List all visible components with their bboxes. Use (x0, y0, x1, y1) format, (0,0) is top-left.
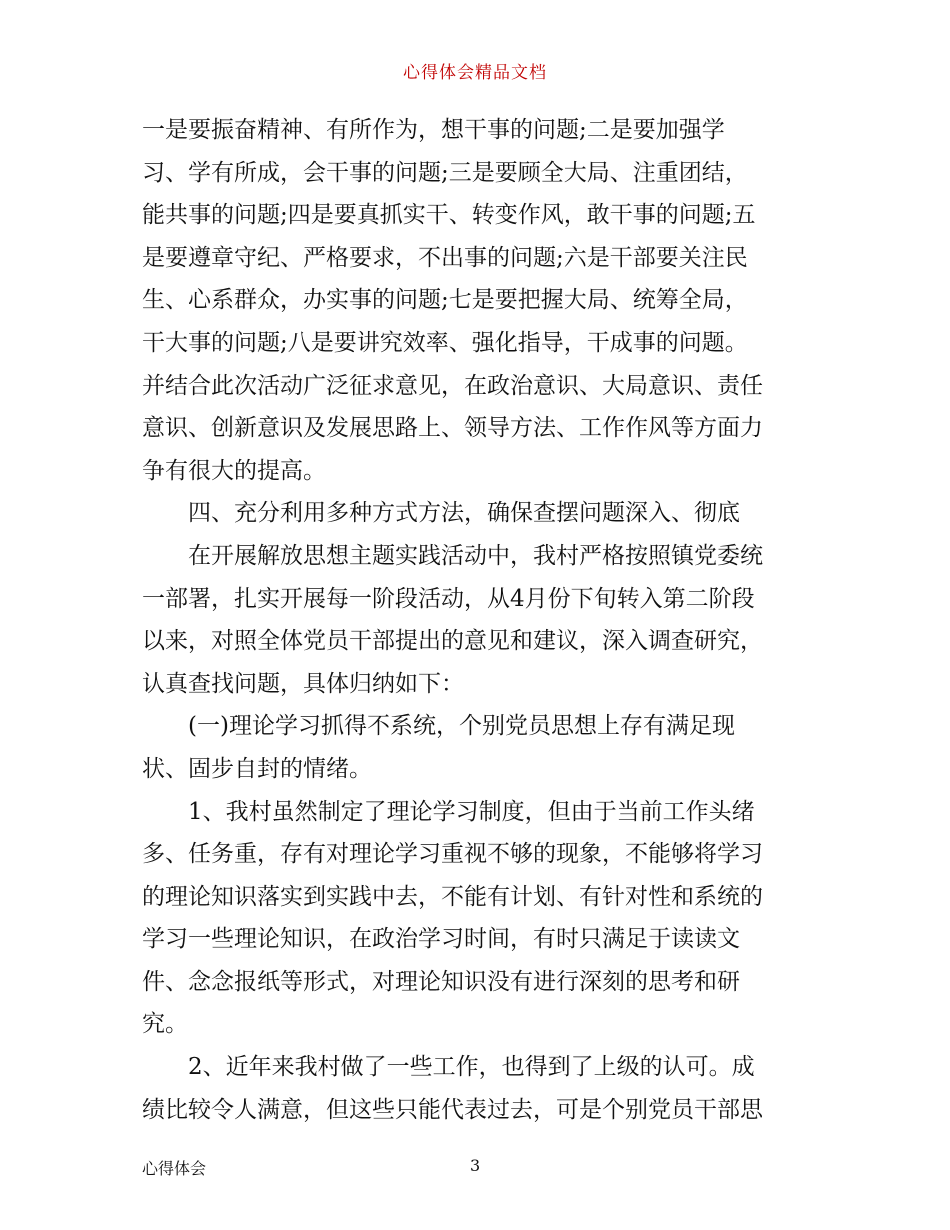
body-line: 件、念念报纸等形式，对理论知识没有进行深刻的思考和研 (142, 968, 740, 995)
body-line: 生、心系群众，办实事的问题;七是要把握大局、统筹全局， (142, 287, 748, 314)
body-line: 以来，对照全体党员干部提出的意见和建议，深入调查研究， (142, 628, 763, 655)
body-line: 1、我村虽然制定了理论学习制度，但由于当前工作头绪 (188, 798, 755, 825)
body-line: 一是要振奋精神、有所作为，想干事的问题;二是要加强学 (142, 117, 725, 143)
body-line: 一部署，扎实开展每一阶段活动，从4月份下旬转入第二阶段 (142, 585, 755, 612)
body-line: 多、任务重，存有对理论学习重视不够的现象，不能够将学习 (142, 841, 763, 868)
body-line: 绩比较令人满意，但这些只能代表过去，可是个别党员干部思 (142, 1096, 763, 1123)
body-line: 干大事的问题;八是要讲究效率、强化指导，干成事的问题。 (142, 329, 748, 356)
body-line: 意识、创新意识及发展思路上、领导方法、工作作风等方面力 (142, 415, 763, 442)
subsection-heading: (一)理论学习抓得不系统，个别党员思想上存有满足现 (188, 713, 735, 740)
page-number: 3 (470, 1156, 481, 1175)
body-line: 并结合此次活动广泛征求意见，在政治意识、大局意识、责任 (142, 372, 763, 399)
section-heading: 四、充分利用多种方式方法，确保查摆问题深入、彻底 (188, 500, 740, 527)
body-line: 习、学有所成，会干事的问题;三是要顾全大局、注重团结， (142, 159, 748, 186)
body-line: 在开展解放思想主题实践活动中，我村严格按照镇党委统 (188, 542, 763, 569)
body-line: 学习一些理论知识，在政治学习时间，有时只满足于读读文 (142, 926, 740, 953)
document-header-title: 心得体会精品文档 (403, 63, 547, 83)
footer-label: 心得体会 (142, 1159, 207, 1178)
body-line: 能共事的问题;四是要真抓实干、转变作风，敢干事的问题;五 (142, 202, 756, 229)
body-line: 是要遵章守纪、严格要求，不出事的问题;六是干部要关注民 (142, 244, 748, 271)
body-line: 状、固步自封的情绪。 (142, 755, 372, 782)
body-line: 究。 (142, 1011, 188, 1038)
body-line: 争有很大的提高。 (142, 457, 326, 484)
body-line: 认真查找问题，具体归纳如下： (142, 670, 464, 697)
document-body (142, 109, 812, 1131)
body-line: 的理论知识落实到实践中去，不能有计划、有针对性和系统的 (142, 883, 763, 910)
body-line: 2、近年来我村做了一些工作，也得到了上级的认可。成 (188, 1054, 755, 1081)
